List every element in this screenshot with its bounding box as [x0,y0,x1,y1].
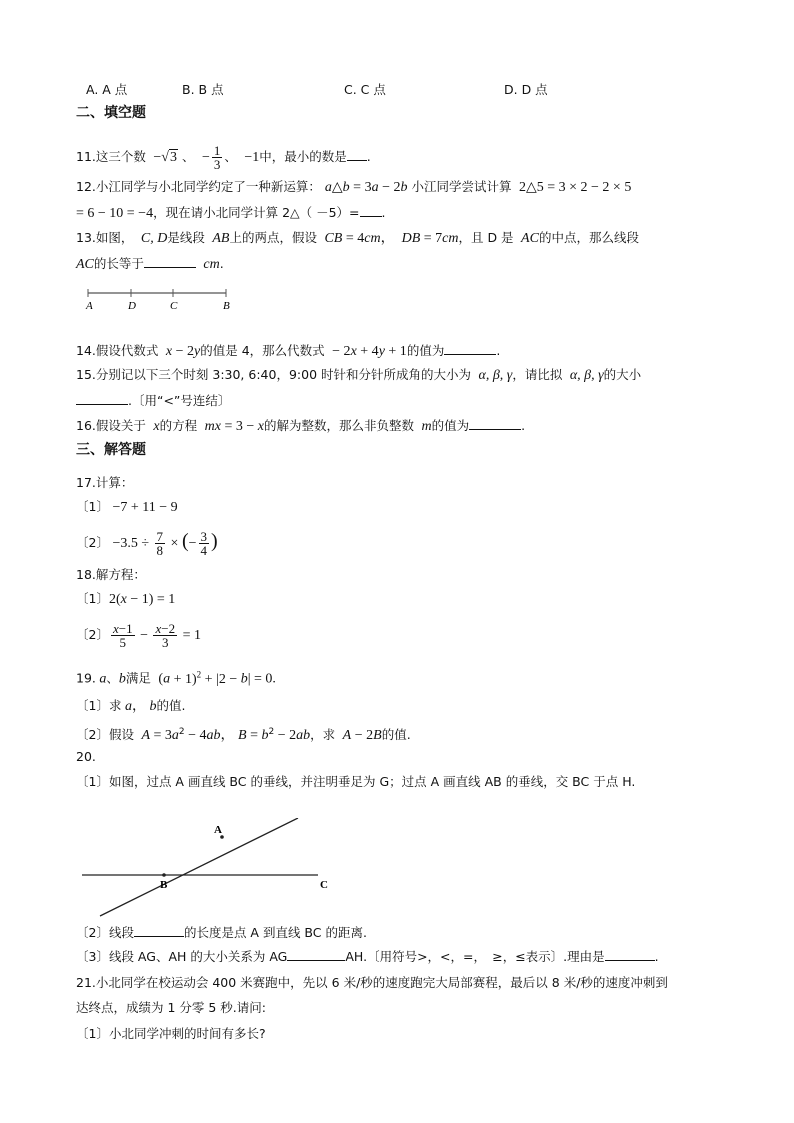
question-21-line2: 达终点，成绩为 1 分零 5 秒.请问: [76,1000,266,1015]
q19-num: 19. [76,670,96,686]
question-17-part1 [76,498,178,517]
section-fill-heading: 二、填空题 [76,105,146,121]
question-15-line2 [76,391,230,410]
q18-p2-frac1: $\frac{x-1}{5}$ [112,621,133,650]
q16-text2: 的方程 [159,418,198,433]
question-16: 16.假设关于 x的方程 mx = 3 − x的解为整数，那么非负整数 m的值为 . [76,418,526,434]
question-21-part1: 〔1〕小北同学冲刺的时间有多长? [76,1026,266,1041]
q14-text1: 假设代数式 [95,343,159,358]
question-20-part2 [76,923,367,942]
q20-p2-b: 的长度是点 A 到直线 BC 的距离. [183,925,367,940]
q20-p3-c: . [654,949,659,964]
q16-math-x: x [149,419,160,434]
q11-num: 11. [76,149,96,164]
question-17-part2: 〔2〕 −3.5 ÷ $\frac{7}{8}$ × (− $\frac{3}{4}$ ) [76,529,218,558]
q19-math-cond: ( [154,671,164,687]
q20-p3-b: AH.〔用符号>，<，=， ≥，≤表示〕.理由是 [345,949,605,964]
question-11 [76,144,371,171]
question-19-part2: 〔2〕假设 $A = 3a^2 - 4ab$， $B = b^2 - 2ab$，求 A − 2B的值. [76,727,411,744]
q13-end: . [219,256,224,271]
q19-p1-label: 〔1〕求 [76,698,122,713]
q13-math-cb: CB [320,231,343,246]
q17-p2-math: −3.5 ÷ [108,536,153,551]
option-a: A. A 点 [86,82,128,97]
q14-end: . [496,343,501,358]
q15-text3: 的大小 [603,367,642,382]
option-b: B. B 点 [182,82,224,97]
question-20-num: 20. [76,749,96,764]
q13-unit: cm [199,257,220,272]
q16-end: . [521,418,526,433]
q19-math-ab: a [95,671,107,687]
q19-text1: 满足 [125,670,151,686]
q13-math-ac: AC [517,231,539,246]
q13-label-b: B [223,300,230,312]
q17-p2-label: 〔2〕 [76,535,109,550]
q20-label-a: A [214,824,222,836]
q13-num: 13. [76,230,96,245]
question-21-line1: 21.小北同学在校运动会 400 米赛跑中，先以 6 米/秒的速度跑完大局部赛程，最后以 8 米/秒的速度冲刺到 [76,975,668,990]
q15-math-angles: α, β, γ [474,368,513,383]
q11-math-neg1: −1 [240,150,260,165]
q18-p2-frac2: $\frac{x-2}{3}$ [155,621,176,650]
q18-p2-label: 〔2〕 [76,627,109,642]
question-15-line1 [76,366,641,385]
option-c: C. C 点 [344,82,386,97]
q14-blank[interactable] [444,341,496,355]
q17-p1-label: 〔1〕 [76,499,109,514]
q16-num: 16. [76,418,96,433]
q20-p3-blank2[interactable] [605,947,655,961]
question-13-line1: 13.如图， C, D是线段 AB上的两点，假设 CB = 4cm， DB = 7cm，且 D 是 AC的中点，那么线段 [76,230,639,246]
q12-end: . [381,205,386,220]
q12-blank[interactable] [360,203,382,217]
question-19-part1: 〔1〕求 a， b的值. [76,698,186,714]
q13-text5: 的中点，那么线段 [538,230,639,245]
question-20-part3 [76,947,659,966]
question-18-part1: 〔1〕2(x − 1) = 1 [76,591,176,607]
q19-p2-mid: ，求 [310,727,336,743]
q14-math-expr2: − 2 [328,344,351,359]
q11-math-sqrt3: −√3 [149,150,177,165]
q15-blank[interactable] [76,391,128,405]
q12-text2: 小江同学尝试计算 [411,179,512,194]
q12-math-def: a [324,180,332,195]
q13-text4: ，且 D 是 [458,230,514,245]
q12-text1: 小江同学与小北同学约定了一种新运算： [95,179,321,194]
q18-p1-label: 〔1〕 [76,591,109,606]
q20-lines-figure [80,818,340,924]
q13-text2: 是线段 [167,230,205,245]
q11-text2: 、 [181,149,195,164]
q11-fraction: $\frac{1}{3}$ [213,143,221,172]
q11-end: . [366,149,371,164]
q16-text3: 的解为整数，那么非负整数 [263,418,414,433]
q12-math-result: = 6 − 10 = −4 [76,206,154,221]
q13-blank[interactable] [144,254,196,268]
q11-math-third: − [198,150,210,165]
q19-p2-end: 的值. [381,727,411,743]
q20-p3-a: 〔3〕线段 AG、AH 的大小关系为 AG [76,949,288,964]
question-12-line1: 12.小江同学与小北同学约定了一种新运算： a△b = 3a − 2b 小江同学尝试计算 2△5 = 3 × 2 − 2 × 5 [76,179,632,195]
q20-p3-blank1[interactable] [287,947,345,961]
q12-math-example: 2△5 = 3 × 2 − 2 × 5 [515,180,632,195]
q16-text1: 假设关于 [95,418,146,433]
q14-num: 14. [76,343,96,358]
q13-math-ac2: AC [76,257,94,272]
q13-label-c: C [170,300,178,312]
question-18-title: 18.解方程： [76,567,146,582]
question-19: 19. a、b满足 $(a + 1)^2 + |2 - b| = 0$. [76,669,276,687]
option-d: D. D 点 [504,82,548,97]
q13-math-cd: C, D [137,231,168,246]
question-12-line2 [76,203,386,223]
q11-text3: 、 [224,149,237,164]
q12-text3: ，现在请小北同学计算 2△（ －5）= [153,205,360,220]
question-20-part1: 〔1〕如图，过点 A 画直线 BC 的垂线，并注明垂足为 G；过点 A 画直线 AB 的垂线，交 BC 于点 H. [76,774,636,789]
q14-math-expr1: x [162,344,173,359]
q12-num: 12. [76,179,96,194]
q20-label-c: C [320,879,328,891]
q20-p2-blank[interactable] [134,923,184,937]
q15-text4: .〔用“<”号连结〕 [128,393,231,408]
q13-label-d: D [128,300,136,312]
q15-num: 15. [76,367,96,382]
question-18-part2: 〔2〕 $\frac{x-1}{5}$ − $\frac{x-2}{3}$ = 1 [76,621,202,650]
q18-p1-math: 2( [108,592,121,607]
q13-text6: 的长等于 [93,256,144,271]
q17-p1-math: −7 + 11 − 9 [108,500,178,515]
question-13-line2 [76,254,224,274]
q11-text1: 这三个数 [95,149,146,164]
q14-text3: 的值为 [406,343,445,358]
q13-text1: 如图， [95,230,134,245]
q19-p1-end: 的值. [156,698,186,713]
q16-blank[interactable] [469,416,521,430]
q20-label-b: B [160,879,168,891]
q16-math-m: m [417,419,432,434]
q11-blank[interactable] [347,147,367,161]
q13-label-a: A [86,300,93,312]
q13-text3: 上的两点，假设 [229,230,317,245]
section-solve-heading: 三、解答题 [76,442,146,458]
q15-math-angles2: α, β, γ [566,368,604,383]
q20-p2-a: 〔2〕线段 [76,925,134,940]
q14-text2: 的值是 4，那么代数式 [200,343,325,358]
q16-text4: 的值为 [431,418,470,433]
q13-segment-figure [80,285,240,313]
question-14: 14.假设代数式 x − 2y的值是 4，那么代数式 − 2x + 4y + 1的值为 . [76,343,501,359]
q13-math-ab: AB [208,231,230,246]
question-17-title: 17.计算： [76,475,134,490]
q19-p2-label: 〔2〕假设 [76,727,134,743]
q11-text4: 中，最小的数是 [259,149,347,164]
q15-text2: ，请比拟 [512,367,563,382]
q16-math-eq: mx [201,419,221,434]
q15-text1: 分别记以下三个时刻 3:30, 6:40，9:00 时针和分针所成角的大小为 [95,367,471,382]
